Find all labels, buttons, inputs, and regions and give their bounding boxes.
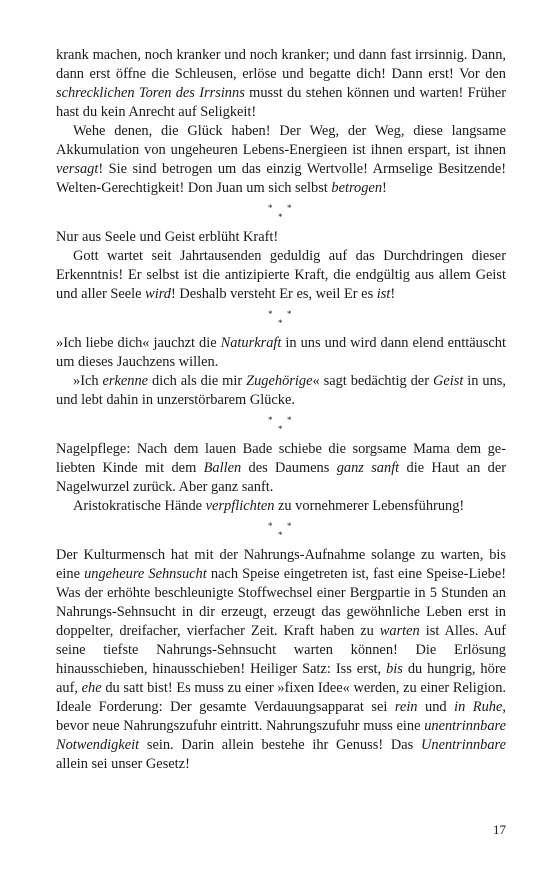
section-separator: [56, 304, 506, 334]
emphasis: Ballen: [203, 460, 242, 476]
emphasis: schrecklichen Toren des Irrsinns: [56, 85, 245, 101]
emphasis: in Ruhe: [454, 699, 503, 715]
paragraph: Gott wartet seit Jahrtausenden geduldig auf das Durchdringen dieser Erkenntnis! Er selbst ist die antizipierte Kraft, die endgültig aus allem Geist und aller Seele wird! Deshalb versteht Er es, weil Er es ist!: [56, 248, 506, 302]
emphasis: ist: [376, 286, 391, 302]
emphasis: wird: [145, 286, 171, 302]
paragraph: Wehe denen, die Glück haben! Der Weg, der Weg, diese langsame Akkumulation von ungeheuren Lebens-Energieen ist ihnen erspart, ist ihnen versagt! Sie sind betrogen um das einzig Wertvolle! Armselige Besitzende! Welten-Gerechtigkeit! Don Juan um sich selbst betrogen!: [56, 123, 506, 196]
emphasis: versagt: [56, 161, 99, 177]
separator-asterisk: *: [287, 415, 292, 425]
text-section: [56, 546, 506, 774]
emphasis: rein: [394, 699, 418, 715]
emphasis: betrogen: [331, 180, 383, 196]
emphasis: ungeheure Sehnsucht: [84, 566, 207, 582]
separator-asterisk: *: [268, 309, 273, 319]
separator-asterisk: *: [287, 203, 292, 213]
emphasis: Naturkraft: [220, 335, 282, 351]
separator-asterisk: *: [287, 309, 292, 319]
emphasis: erkenne: [102, 373, 149, 389]
paragraph: »Ich erkenne dich als die mir Zugehörige« sagt bedächtig der Geist in uns, und lebt dahin in unzerstörbarem Glücke.: [56, 373, 506, 408]
separator-asterisk: *: [268, 203, 273, 213]
section-separator: [56, 198, 506, 228]
emphasis: Geist: [432, 373, 464, 389]
paragraph: »Ich liebe dich« jauchzt die Naturkraft in uns und wird dann elend enttäuscht um dieses Jauchzens willen.: [56, 335, 506, 370]
paragraph: Nagelpflege: Nach dem lauen Bade schiebe die sorgsame Mama dem geliebten Kinde mit dem Ballen des Daumens ganz sanft die Haut an der Nagelwurzel zurück. Aber ganz sanft.: [56, 441, 506, 495]
emphasis: warten: [379, 623, 420, 639]
emphasis: Zugehörige: [246, 373, 313, 389]
separator-asterisk: *: [268, 521, 273, 531]
separator-asterisk: *: [278, 530, 283, 540]
paragraph: Nur aus Seele und Geist erblüht Kraft!: [56, 229, 279, 245]
emphasis: Unentrinnbare: [420, 737, 506, 753]
text-section: [56, 228, 506, 304]
separator-asterisk: *: [278, 424, 283, 434]
paragraph: Aristokratische Hände verpflichten zu vornehmerer Lebensführung!: [73, 498, 465, 514]
section-separator: [56, 516, 506, 546]
paragraph: Der Kulturmensch hat mit der Nahrungs-Aufnahme solange zu warten, bis eine ungeheure Sehnsucht nach Speise eingetreten ist, fast eine Speise-Liebe! Was der erhöhte beschleunigte Stoffwechsel einer Bergpartie in 5 Stunden an Nahrungs-Sehnsucht in dir erzeugt, erzeugt das gewöhnliche Leben erst in doppelter, dreifacher, vierfacher Zeit. Kraft haben zu warten ist Alles. Auf seine tiefste Nahrungs-Sehnsucht warten können! Die Erlösung hinausschieben, hinausschieben! Heiliger Satz: Iss erst, bis du hungrig, höre auf, ehe du satt bist! Es muss zu einer »fixen Idee« werden, zu einer Religion. Ideale Forderung: Der gesamte Verdauungsapparat sei rein und in Ruhe, bevor neue Nahrungszufuhr eintritt. Nahrungszufuhr muss eine unentrinnbare Notwendigkeit sein. Darin allein bestehe ihr Genuss! Das Unentrinnbare allein sei unser Gesetz!: [56, 547, 506, 772]
paragraph: krank machen, noch kranker und noch kranker; und dann fast irrsinnig. Dann, dann erst öffne die Schleusen, erlöse und begatte dich! Dann erst! Vor den schrecklichen Toren des Irrsinns musst du stehen können und warten! Früher hast du kein Anrecht auf Seligkeit!: [56, 47, 507, 120]
emphasis: ganz sanft: [336, 460, 400, 476]
section-separator: [56, 410, 506, 440]
separator-asterisk: *: [278, 212, 283, 222]
text-section: [56, 440, 506, 516]
separator-asterisk: *: [268, 415, 273, 425]
emphasis: ehe: [81, 680, 102, 696]
page-number: 17: [493, 822, 506, 837]
text-section: [56, 334, 506, 410]
separator-asterisk: *: [287, 521, 292, 531]
emphasis: bis: [386, 661, 403, 677]
emphasis: verpflichten: [205, 498, 275, 514]
page-body: [56, 46, 506, 774]
emphasis: unentrinnbare Notwendigkeit: [56, 718, 506, 753]
text-section: [56, 46, 506, 198]
separator-asterisk: *: [278, 318, 283, 328]
